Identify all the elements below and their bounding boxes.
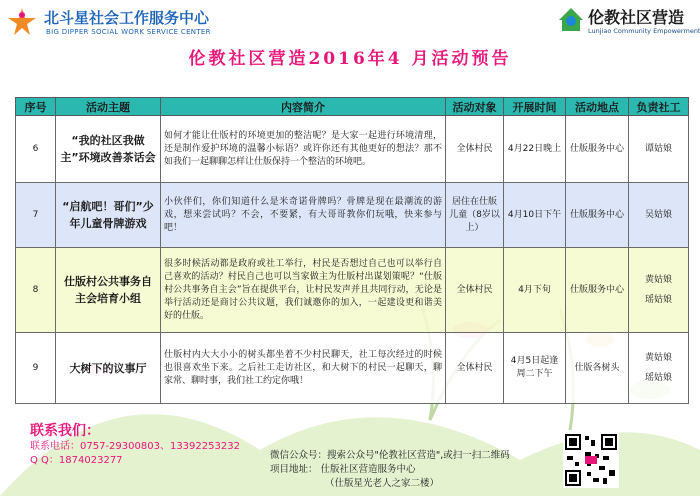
column-header-worker: 负责社工: [629, 98, 689, 116]
row-worker: 黄姑娘 瑶姑娘: [629, 333, 689, 404]
row-content: 如何才能让仕版村的环境更加的整洁呢？是大家一起进行环境清理，还是制作爱护环境的温馨小标语？或许你还有其他更好的想法？那不如我们一起聊聊怎样让仕版保持一个整洁的环境吧。: [161, 116, 446, 183]
contact-qq: Q Q：1874023277: [30, 455, 123, 466]
row-topic: 仕版村公共事务自主会培育小组: [56, 248, 161, 333]
row-target: 全体村民: [446, 116, 504, 183]
row-number: 6: [16, 116, 56, 183]
column-header-target: 活动对象: [446, 98, 504, 116]
address-info: 项目地址： 仕版社区营造服务中心: [270, 464, 416, 475]
table-header-row: [16, 98, 689, 116]
row-place: 仕版服务中心: [566, 183, 629, 248]
wechat-info: 微信公众号：搜索公众号"伦教社区营造",或扫一扫二维码: [270, 450, 510, 461]
row-target: 全体村民: [446, 248, 504, 333]
row-number: 7: [16, 183, 56, 248]
contact-phone: 联系电话：0757-29300803、13392253232: [30, 441, 240, 452]
row-worker: 吴姑娘: [629, 183, 689, 248]
row-number: 9: [16, 333, 56, 404]
org-logo: [6, 4, 256, 40]
qr-code-icon: [563, 432, 619, 488]
table-row: [16, 248, 689, 333]
row-time: 4月10日下午: [504, 183, 566, 248]
column-header-content: 内容简介: [161, 98, 446, 116]
table-row: [16, 333, 689, 404]
row-number: 8: [16, 248, 56, 333]
column-header-number: 序号: [16, 98, 56, 116]
page-title: 伦教社区营造2016年4 月活动预告: [188, 49, 512, 69]
org-name-cn: 北斗星社会工作服务中心: [44, 9, 210, 27]
row-place: 仕版各树头: [566, 333, 629, 404]
row-time: 4月5日起逢周二下午: [504, 333, 566, 404]
contact-section: [30, 420, 270, 468]
partner-name-cn: 伦教社区营造: [588, 8, 685, 27]
address-detail: （仕版星光老人之家二楼）: [325, 478, 440, 489]
row-worker: 谭姑娘: [629, 116, 689, 183]
row-place: 仕版服务中心: [566, 116, 629, 183]
table-row: [16, 116, 689, 183]
org-name-en: BIG DIPPER SOCIAL WORK SERVICE CENTER: [46, 28, 211, 36]
column-header-topic: 活动主题: [56, 98, 161, 116]
contact-title: 联系我们：: [30, 423, 100, 439]
table-row: [16, 183, 689, 248]
house-leaf-icon: [556, 4, 586, 34]
row-place: 仕版服务中心: [566, 248, 629, 333]
star-person-icon: [6, 6, 38, 38]
row-content: 很多时候活动都是政府或社工举行，村民是否想过自己也可以举行自己喜欢的活动？村民自己也可以当家做主为仕版村出谋划策呢？“仕版村公共事务自主会”旨在提供平台，让村民发声并且共同行动，无论是举行活动还是商讨公共议题，我们诚邀你的加入，一起建设更和谐美好的仕版。: [161, 248, 446, 333]
partner-name-en: Lunjiao Community Empowerment: [588, 27, 700, 35]
row-target: 居住在仕版儿童（8岁以上）: [446, 183, 504, 248]
row-topic: “启航吧！哥们”少年儿童骨牌游戏: [56, 183, 161, 248]
row-target: 全体村民: [446, 333, 504, 404]
row-topic: “我的社区我做主”环境改善茶话会: [56, 116, 161, 183]
row-time: 4月22日晚上: [504, 116, 566, 183]
wechat-address-section: [270, 449, 555, 491]
column-header-place: 活动地点: [566, 98, 629, 116]
activity-schedule-table: [15, 97, 689, 404]
column-header-time: 开展时间: [504, 98, 566, 116]
row-time: 4月下旬: [504, 248, 566, 333]
row-topic: 大树下的议事厅: [56, 333, 161, 404]
partner-logo: [556, 2, 698, 40]
page-header: [0, 0, 700, 42]
row-content: 仕版村内大大小小的树头都坐着不少村民聊天，社工每次经过的时候也很喜欢坐下来。之后社工走访社区，和大树下的村民一起聊天，聊家常、聊时事，我们社工约定你哦！: [161, 333, 446, 404]
row-content: 小伙伴们，你们知道什么是米奇诺骨牌吗？骨牌是现在最潮流的游戏，想来尝试吗？不会，不要紧，有大哥哥教你们玩哦，快来参与吧！: [161, 183, 446, 248]
row-worker: 黄姑娘 瑶姑娘: [629, 248, 689, 333]
